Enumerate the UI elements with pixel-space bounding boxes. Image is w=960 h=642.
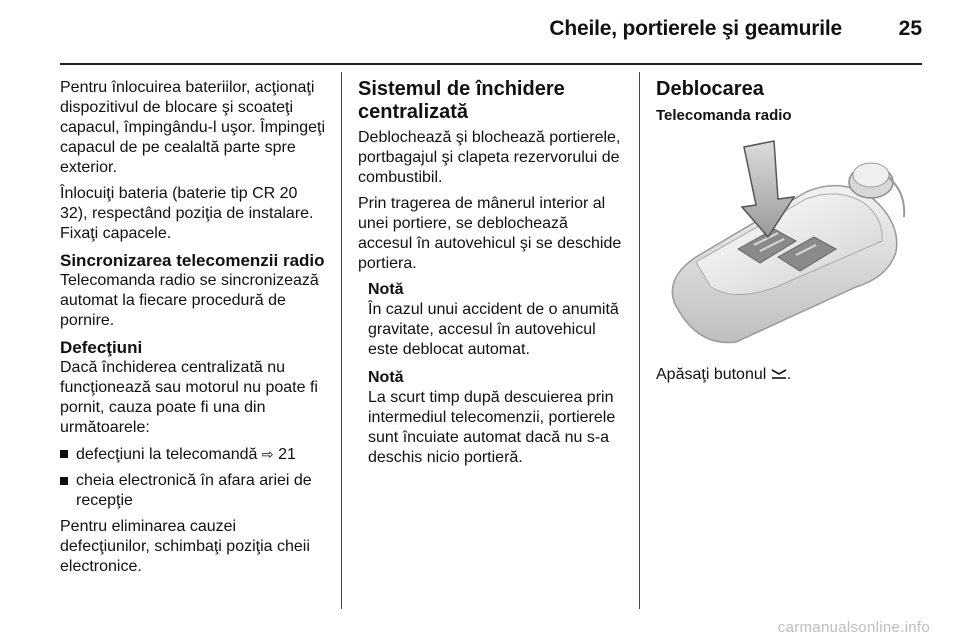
sync-paragraph: Telecomanda radio se sincronizează automat la fiecare procedură de pornire. xyxy=(60,272,319,329)
note-title: Notă xyxy=(368,281,404,298)
faults-list xyxy=(60,444,328,511)
bullet-square-icon xyxy=(60,450,68,458)
arrow-ref-icon[interactable]: ⇨ xyxy=(261,446,274,462)
page-reference-link[interactable]: 21 xyxy=(278,446,296,463)
column-divider-2 xyxy=(639,72,640,609)
car-key-remote-illustration xyxy=(656,137,918,347)
bullet-square-icon xyxy=(60,477,68,485)
watermark-text[interactable]: carmanualsonline.info xyxy=(777,619,930,636)
unlock-button-icon xyxy=(771,367,787,381)
page-header-title: Cheile, portierele şi geamurile xyxy=(549,17,842,40)
list-item: defecţiuni la telecomandă ⇨ 21 xyxy=(60,444,328,465)
note-text: În cazul unui accident de o anumită gravitate, accesul în autovehicul este deblocat automat. xyxy=(368,301,619,358)
column-divider-1 xyxy=(341,72,342,609)
column-middle xyxy=(358,78,626,476)
door-handle-paragraph: Prin tragerea de mânerul interior al unei portiere, se deblochează accesul în autovehicul şi se deschide portiera. xyxy=(358,195,622,272)
page-number: 25 xyxy=(898,17,922,40)
section-heading-faults: Defecţiuni xyxy=(60,338,143,357)
faults-paragraph: Dacă închiderea centralizată nu funcţionează sau motorul nu poate fi pornit, cauza poate fi una din următoarele: xyxy=(60,359,318,436)
note-text: La scurt timp după descuierea prin intermediul telecomenzii, portierele sunt încuiate automat dacă nu s-a deschis nicio portieră. xyxy=(368,389,616,466)
note-block xyxy=(358,280,626,360)
fix-paragraph: Pentru eliminarea cauzei defecţiunilor, schimbaţi poziţia cheii electronice. xyxy=(60,518,310,575)
column-left xyxy=(60,78,328,583)
header-divider xyxy=(60,63,922,65)
section-heading-sync: Sincronizarea telecomenzii radio xyxy=(60,251,325,270)
section-heading-central-locking: Sistemul de închidere centralizată xyxy=(358,78,565,123)
subheading-radio-remote: Telecomanda radio xyxy=(656,107,792,124)
section-heading-unlocking: Deblocarea xyxy=(656,78,764,100)
column-right xyxy=(656,78,920,391)
press-button-paragraph: Apăsaţi butonul . xyxy=(656,366,792,383)
note-block xyxy=(358,368,626,468)
note-title: Notă xyxy=(368,369,404,386)
battery-replace-paragraph: Înlocuiţi bateria (baterie tip CR 20 32), respectând poziţia de instalare. Fixaţi capacele. xyxy=(60,185,314,242)
battery-paragraph: Pentru înlocuirea bateriilor, acţionaţi dispozitivul de blocare şi scoateţi capacul, împingându-l uşor. Împingeţi capacul de pe cealaltă parte spre exterior. xyxy=(60,79,326,176)
list-item: cheia electronică în afara ariei de recepţie xyxy=(60,471,328,511)
central-locking-paragraph: Deblochează şi blochează portierele, portbagajul şi clapeta rezervorului de combustibil. xyxy=(358,129,621,186)
